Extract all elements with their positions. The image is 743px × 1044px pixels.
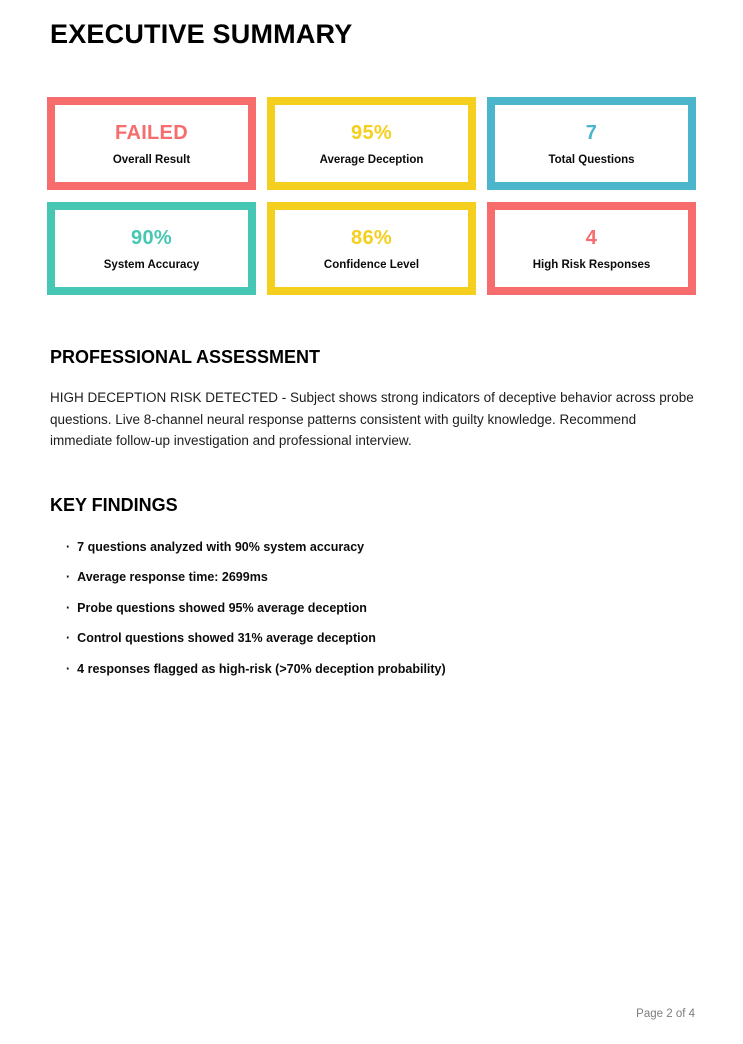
stat-value: 86% [351, 226, 392, 249]
stat-label: Total Questions [548, 153, 635, 166]
finding-text: 7 questions analyzed with 90% system accuracy [77, 539, 365, 554]
stat-value: 7 [585, 121, 598, 144]
stat-value: 95% [351, 121, 392, 144]
stat-value: 90% [131, 226, 172, 249]
stat-card-high-risk-responses [487, 202, 696, 295]
finding-text: Control questions showed 31% average deception [77, 631, 376, 645]
stat-label: Confidence Level [323, 258, 420, 271]
stats-grid [47, 97, 696, 295]
stat-label: Average Deception [319, 153, 424, 166]
list-item [66, 570, 696, 584]
stat-label: System Accuracy [103, 258, 200, 271]
stat-card-confidence-level [267, 202, 476, 295]
bullet-icon: · [66, 631, 71, 645]
bullet-icon: · [66, 539, 71, 554]
stat-card-average-deception [267, 97, 476, 190]
stat-value: 4 [585, 226, 598, 249]
stat-label: High Risk Responses [532, 258, 651, 271]
bullet-icon: · [66, 661, 71, 676]
professional-assessment-body: HIGH DECEPTION RISK DETECTED - Subject shows strong indicators of deceptive behavior across probe questions. Live 8-channel neural response patterns consistent with guilty knowledge. Recommend immediate follow-up investigation and professional interview. [50, 390, 694, 448]
stat-label: Overall Result [112, 153, 191, 166]
page-number: Page 2 of 4 [636, 1008, 695, 1020]
professional-assessment-heading: PROFESSIONAL ASSESSMENT [50, 347, 321, 367]
key-findings-heading: KEY FINDINGS [50, 494, 178, 515]
page-title: EXECUTIVE SUMMARY [50, 19, 353, 49]
stat-card-total-questions [487, 97, 696, 190]
finding-text: Probe questions showed 95% average deception [77, 600, 367, 615]
stat-card-overall-result [47, 97, 256, 190]
list-item [66, 662, 696, 676]
finding-text: Average response time: 2699ms [77, 570, 268, 584]
list-item [66, 601, 696, 615]
list-item [66, 540, 696, 554]
stat-card-system-accuracy [47, 202, 256, 295]
list-item [66, 631, 696, 645]
bullet-icon: · [66, 570, 71, 584]
stat-value: FAILED [115, 121, 188, 144]
bullet-icon: · [66, 600, 71, 615]
finding-text: 4 responses flagged as high-risk (>70% deception probability) [77, 661, 446, 676]
key-findings-list [66, 540, 696, 676]
